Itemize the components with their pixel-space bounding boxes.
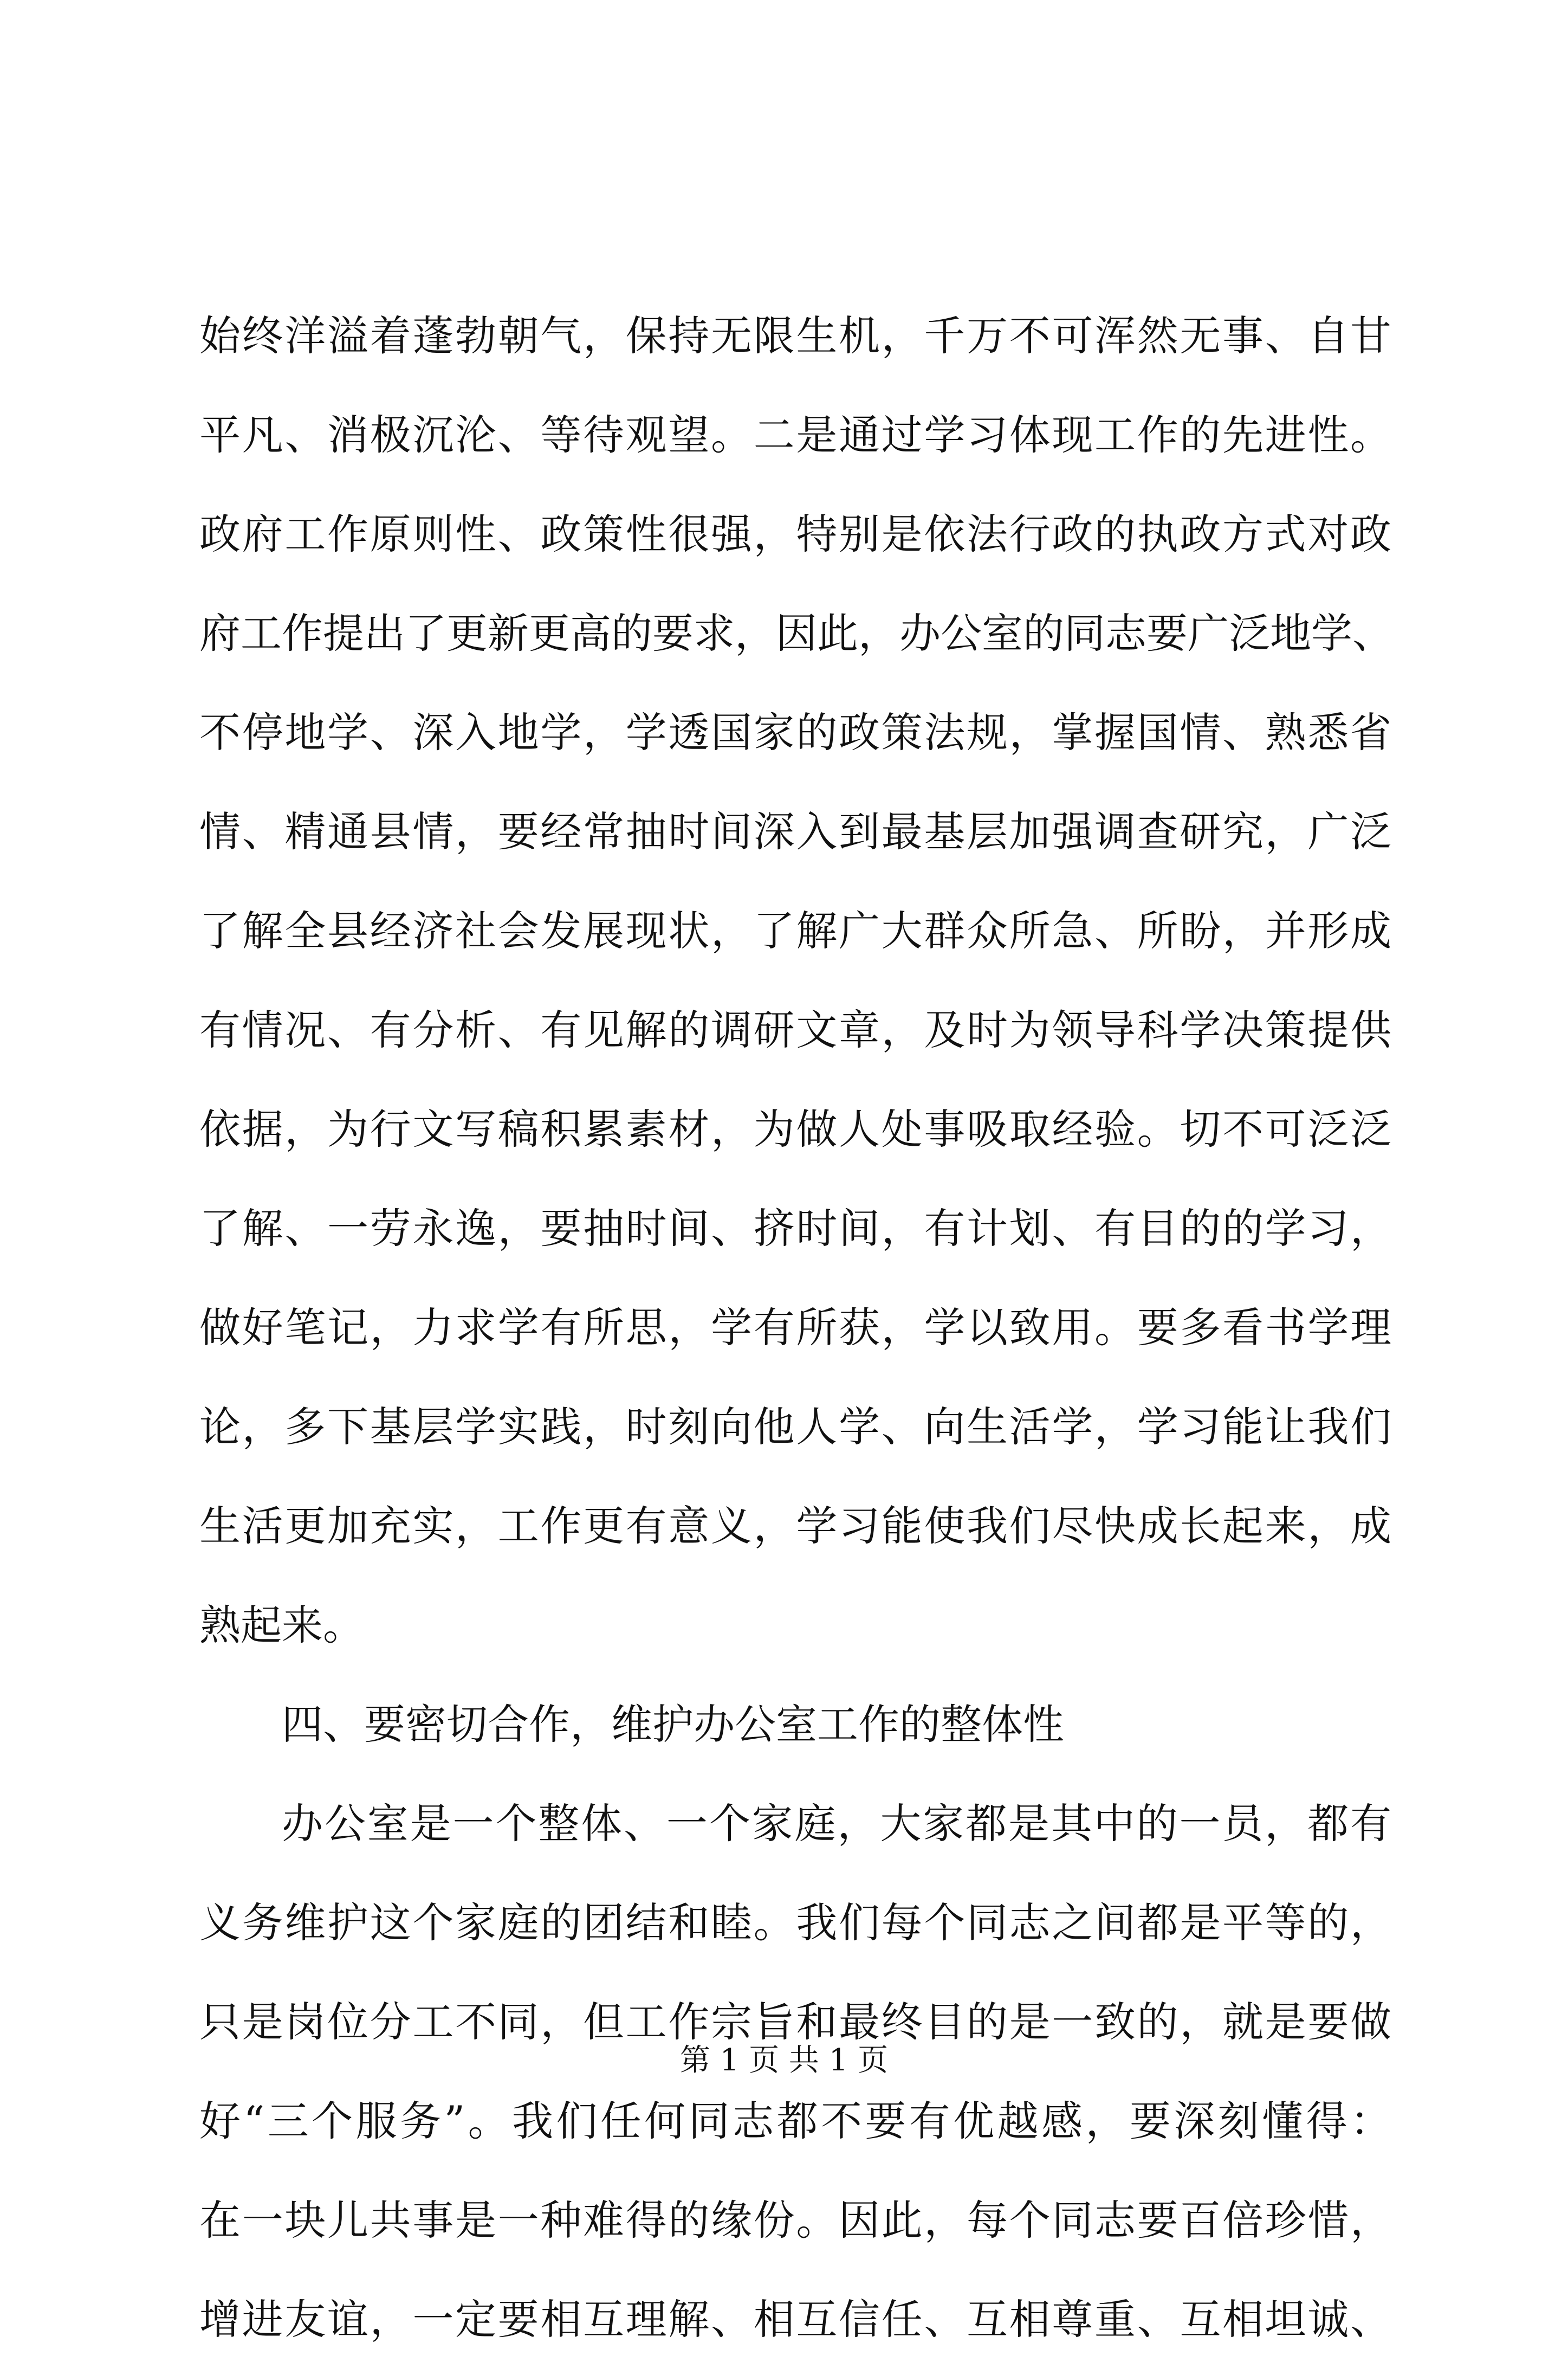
text-line: 情、精通县情，要经常抽时间深入到最基层加强调查研究，广泛 bbox=[199, 808, 1391, 856]
text-line: 只是岗位分工不同，但工作宗旨和最终目的是一致的，就是要做 bbox=[199, 1998, 1391, 2046]
text-line: 生活更加充实，工作更有意义，学习能使我们尽快成长起来，成 bbox=[199, 1502, 1391, 1550]
text-line: 了解、一劳永逸，要抽时间、挤时间，有计划、有目的的学习， bbox=[199, 1204, 1391, 1253]
text-line: 在一块儿共事是一种难得的缘份。因此，每个同志要百倍珍惜， bbox=[199, 2196, 1391, 2244]
text-line: 好“三个服务”。我们任何同志都不要有优越感，要深刻懂得： bbox=[199, 2097, 1391, 2145]
text-line: 熟起来。 bbox=[199, 1601, 364, 1649]
text-line: 增进友谊，一定要相互理解、相互信任、互相尊重、互相坦诚、 bbox=[199, 2295, 1391, 2344]
text-line: 论，多下基层学实践，时刻向他人学、向生活学，学习能让我们 bbox=[199, 1403, 1391, 1451]
text-line: 平凡、消极沉沦、等待观望。二是通过学习体现工作的先进性。 bbox=[199, 411, 1391, 459]
text-line: 依据，为行文写稿积累素材，为做人处事吸取经验。切不可泛泛 bbox=[199, 1105, 1391, 1153]
section-heading: 四、要密切合作，维护办公室工作的整体性 bbox=[282, 1700, 1064, 1748]
text-line: 不停地学、深入地学，学透国家的政策法规，掌握国情、熟悉省 bbox=[199, 708, 1391, 757]
page-footer: 第 1 页 共 1 页 bbox=[679, 2043, 889, 2078]
text-line: 办公室是一个整体、一个家庭，大家都是其中的一员，都有 bbox=[282, 1799, 1391, 1848]
text-line: 做好笔记，力求学有所思，学有所获，学以致用。要多看书学理 bbox=[199, 1303, 1391, 1352]
text-line: 了解全县经济社会发展现状，了解广大群众所急、所盼，并形成 bbox=[199, 907, 1391, 955]
text-line: 义务维护这个家庭的团结和睦。我们每个同志之间都是平等的， bbox=[199, 1899, 1391, 1947]
text-line: 政府工作原则性、政策性很强，特别是依法行政的执政方式对政 bbox=[199, 510, 1391, 558]
text-line: 始终洋溢着蓬勃朝气，保持无限生机，千万不可浑然无事、自甘 bbox=[199, 312, 1391, 360]
text-line: 有情况、有分析、有见解的调研文章，及时为领导科学决策提供 bbox=[199, 1006, 1391, 1054]
text-line: 府工作提出了更新更高的要求，因此，办公室的同志要广泛地学、 bbox=[199, 609, 1394, 657]
